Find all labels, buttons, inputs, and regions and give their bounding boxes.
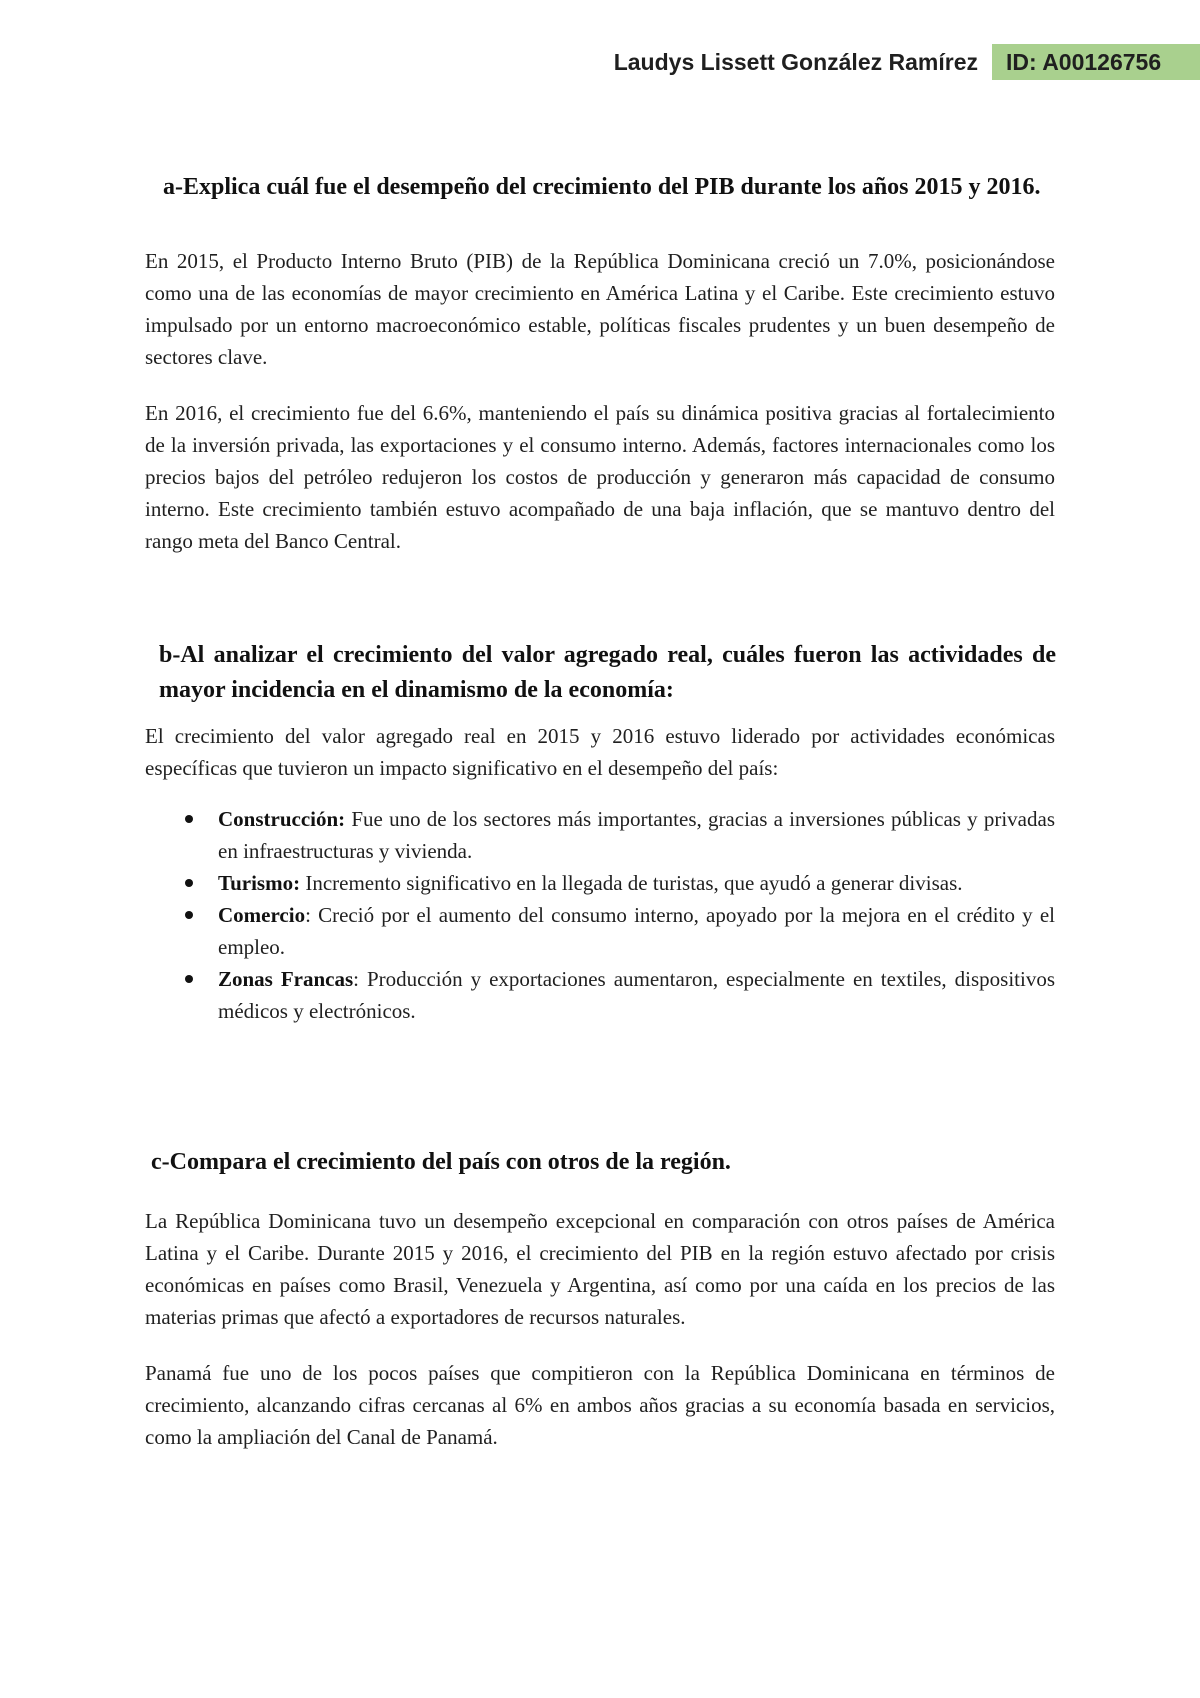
list-item: [145, 963, 1055, 1027]
answer-a-paragraph-2: En 2016, el crecimiento fue del 6.6%, manteniendo el país su dinámica positiva gracias al fortalecimiento de la inversión privada, las exportaciones y el consumo interno. Además, factores internacionales como los precios bajos del petróleo redujeron los costos de producción y generaron más capacidad de consumo interno. Este crecimiento también estuvo acompañado de una baja inflación, que se mantuvo dentro del rango meta del Banco Central.: [145, 401, 1055, 553]
list-item-text: Fue uno de los sectores más importantes, gracias a inversiones públicas y privadas en infraestructuras y vivienda.: [218, 807, 1055, 863]
list-item-term: Zonas Francas: [218, 967, 354, 991]
list-item-term: Comercio: [218, 903, 306, 927]
question-b-heading: b-Al analizar el crecimiento del valor agregado real, cuáles fueron las actividades de mayor incidencia en el dinamismo de la economía:: [159, 642, 1056, 703]
list-item-text: Incremento significativo en la llegada de turistas, que ayudó a generar divisas.: [300, 871, 963, 895]
list-item-term: Construcción:: [218, 807, 346, 831]
activities-list: [145, 803, 1055, 1027]
answer-a-paragraph-1: En 2015, el Producto Interno Bruto (PIB) de la República Dominicana creció un 7.0%, posicionándose como una de las economías de mayor crecimiento en América Latina y el Caribe. Este crecimiento estuvo impulsado por un entorno macroeconómico estable, políticas fiscales prudentes y un buen desempeño de sectores clave.: [145, 249, 1055, 369]
bullet-icon: [185, 975, 193, 983]
answer-c-paragraph-1: La República Dominicana tuvo un desempeño excepcional en comparación con otros países de América Latina y el Caribe. Durante 2015 y 2016, el crecimiento del PIB en la región estuvo afectado por crisis económicas en países como Brasil, Venezuela y Argentina, así como por una caída en los precios de las materias primas que afectó a exportadores de recursos naturales.: [145, 1209, 1055, 1329]
answer-c-paragraph-2: Panamá fue uno de los pocos países que compitieron con la República Dominicana en términos de crecimiento, alcanzando cifras cercanas al 6% en ambos años gracias a su economía basada en servicios, como la ampliación del Canal de Panamá.: [145, 1361, 1055, 1449]
list-item-text: : Creció por el aumento del consumo interno, apoyado por la mejora en el crédito y el empleo.: [218, 903, 1055, 959]
page-header: [614, 44, 1200, 80]
question-a-heading: a-Explica cuál fue el desempeño del crecimiento del PIB durante los años 2015 y 2016.: [163, 174, 1041, 200]
author-name: Laudys Lissett González Ramírez: [613, 48, 978, 75]
bullet-icon: [185, 879, 193, 887]
student-id-badge: ID: A00126756: [992, 44, 1200, 80]
bullet-icon: [185, 911, 193, 919]
question-c-heading: c-Compara el crecimiento del país con otros de la región.: [151, 1149, 731, 1175]
list-item: [145, 899, 1055, 963]
list-item-term: Turismo:: [218, 871, 301, 895]
bullet-icon: [185, 815, 193, 823]
list-item: [145, 867, 1055, 899]
list-item-text: : Producción y exportaciones aumentaron, especialmente en textiles, dispositivos médicos y electrónicos.: [218, 967, 1055, 1023]
answer-b-intro: El crecimiento del valor agregado real en 2015 y 2016 estuvo liderado por actividades económicas específicas que tuvieron un impacto significativo en el desempeño del país:: [145, 724, 1055, 780]
list-item: [145, 803, 1055, 867]
